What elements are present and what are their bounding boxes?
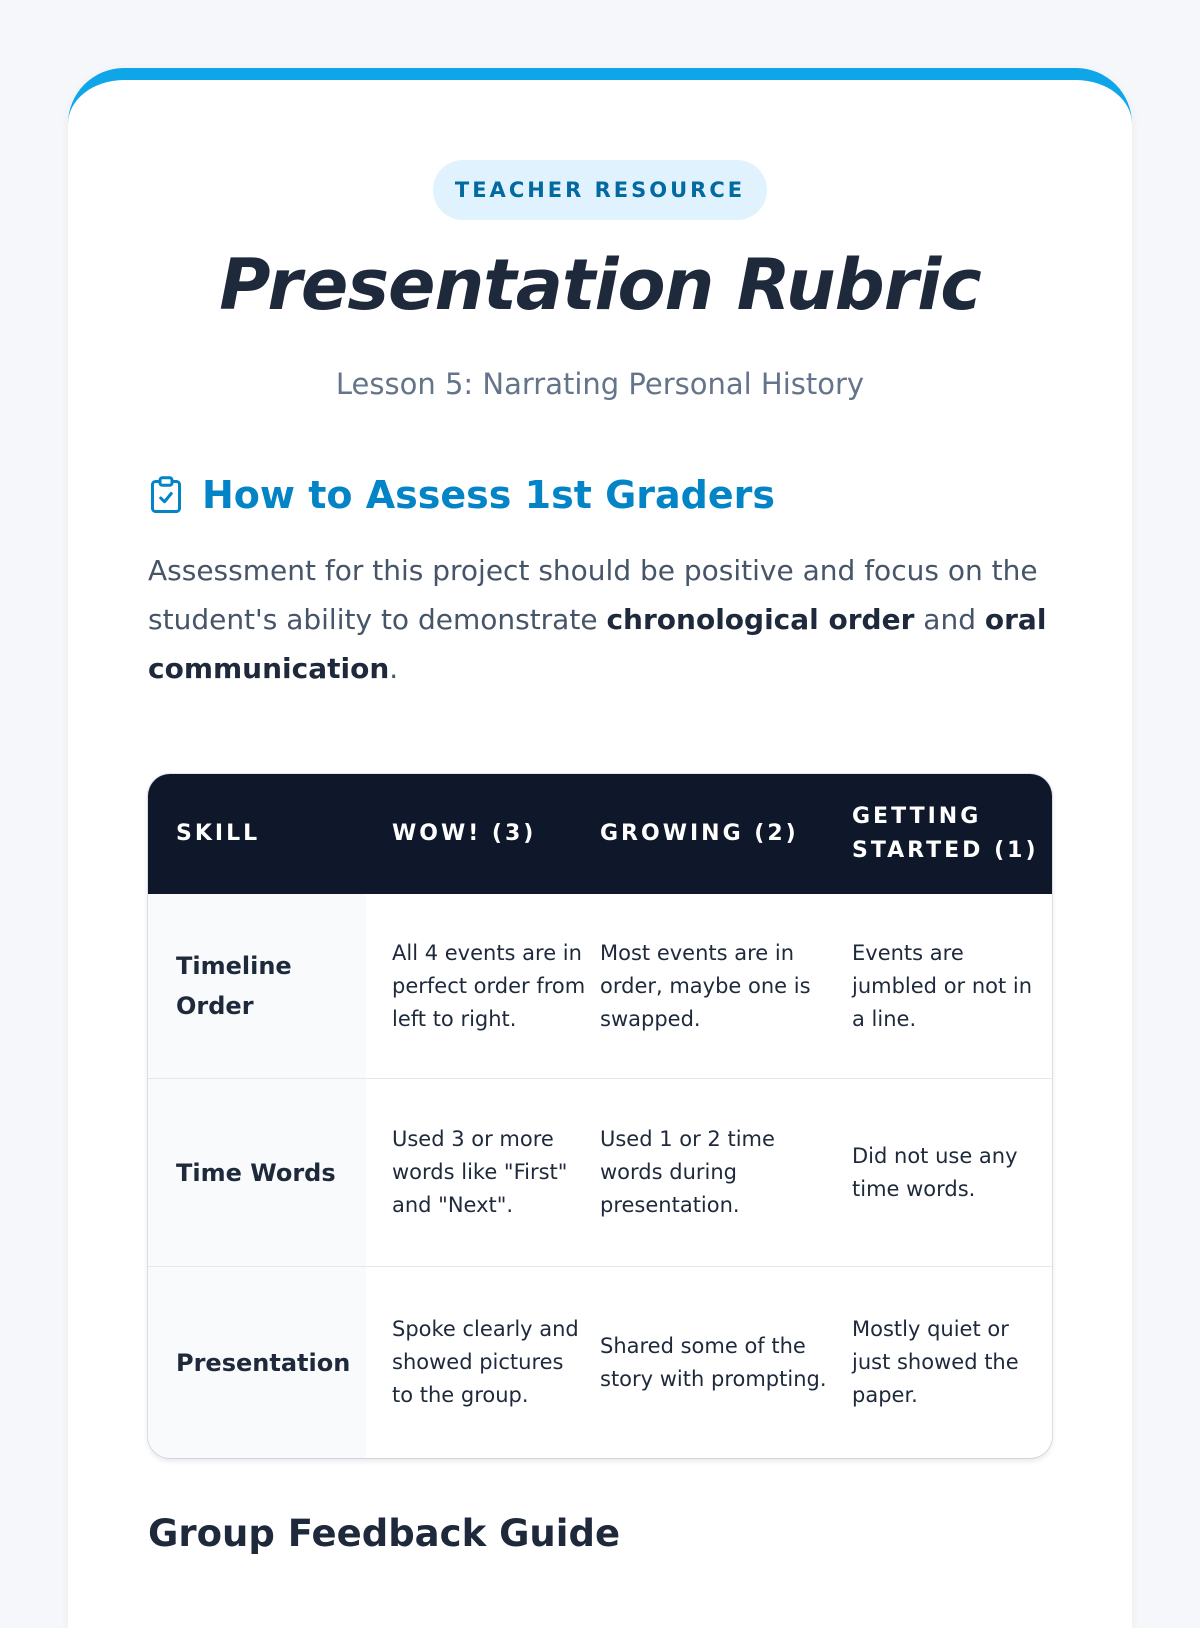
- rubric-table: [148, 774, 1052, 1458]
- wow-cell: All 4 events are in perfect order from left to right.: [392, 940, 586, 1031]
- growing-cell: Most events are in order, maybe one is swapped.: [600, 940, 811, 1031]
- header-growing: GROWING (2): [600, 821, 799, 846]
- teacher-resource-badge: TEACHER RESOURCE: [433, 160, 767, 220]
- growing-cell: Used 1 or 2 time words during presentation.: [600, 1127, 775, 1217]
- header-skill: SKILL: [176, 821, 261, 846]
- group-feedback-title: Group Feedback Guide: [148, 1512, 621, 1555]
- getting-started-cell: Did not use any time words.: [852, 1143, 1018, 1201]
- table-row: [148, 894, 1052, 1078]
- intro-emphasis-chronological: chronological order: [606, 603, 915, 636]
- table-row: [148, 1078, 1052, 1266]
- wow-cell: Spoke clearly and showed pictures to the group.: [392, 1317, 579, 1407]
- page-subtitle: Lesson 5: Narrating Personal History: [335, 367, 865, 401]
- section-title: How to Assess 1st Graders: [202, 473, 775, 517]
- getting-started-cell: Mostly quiet or just showed the paper.: [852, 1317, 1019, 1407]
- page-title: Presentation Rubric: [219, 244, 981, 326]
- skill-cell: Time Words: [148, 1079, 366, 1266]
- growing-cell: Shared some of the story with prompting.: [600, 1333, 827, 1391]
- table-row: [148, 1266, 1052, 1458]
- header-getting-started: GETTING STARTED (1): [852, 804, 1039, 863]
- skill-cell: Presentation: [148, 1267, 366, 1458]
- getting-started-cell: Events are jumbled or not in a line.: [852, 940, 1033, 1031]
- intro-emphasis-oral: oral communication: [148, 603, 1047, 685]
- rubric-card: [68, 68, 1132, 1628]
- intro-paragraph: Assessment for this project should be positive and focus on the student's ability to demonstrate chronological order and oral communication.: [148, 554, 1047, 685]
- clipboard-check-icon: [148, 475, 184, 515]
- rubric-header-row: [148, 774, 1052, 894]
- assess-section-header: [148, 470, 775, 520]
- skill-cell: Timeline Order: [148, 894, 366, 1078]
- header-wow: WOW! (3): [392, 821, 537, 846]
- wow-cell: Used 3 or more words like "First" and "Next".: [392, 1127, 568, 1217]
